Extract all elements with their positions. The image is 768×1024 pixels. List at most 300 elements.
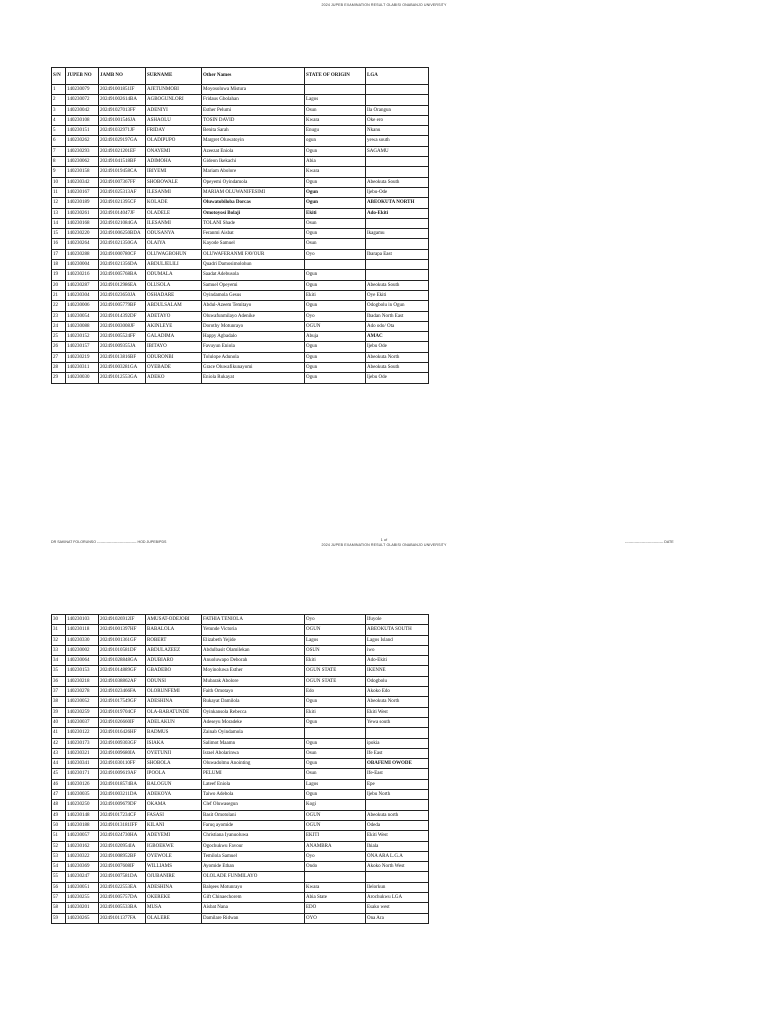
cell-jamb-no: 202491005757DA <box>99 893 146 903</box>
cell-surname: ADETAYO <box>146 311 202 321</box>
cell-sn: 23 <box>52 311 66 321</box>
cell-lga <box>366 218 429 228</box>
cell-jamb-no: 202491001361GF <box>99 635 146 645</box>
cell-sn: 9 <box>52 167 66 177</box>
cell-other-names: Gift Chinaechorem <box>202 893 305 903</box>
cell-jupeb-no: 140230057 <box>66 831 99 841</box>
cell-sn: 18 <box>52 260 66 270</box>
cell-sn: 31 <box>52 625 66 635</box>
cell-lga <box>366 270 429 280</box>
cell-surname: BALOGUN <box>146 779 202 789</box>
cell-surname: ROBERT <box>146 635 202 645</box>
cell-lga: Abeokuta North <box>366 697 429 707</box>
cell-sn: 35 <box>52 666 66 676</box>
cell-jamb-no: 202491009680IA <box>99 748 146 758</box>
cell-sn: 54 <box>52 862 66 872</box>
cell-sn: 22 <box>52 301 66 311</box>
cell-jamb-no: 202491026912IF <box>99 615 146 625</box>
cell-sn: 20 <box>52 280 66 290</box>
table-row <box>52 738 429 748</box>
cell-surname: ABDULAZEEZ <box>146 645 202 655</box>
cell-jamb-no: 202491013816BF <box>99 352 146 362</box>
table-row <box>52 893 429 903</box>
cell-other-names: Esther Pelumi <box>202 105 305 115</box>
cell-jamb-no: 202491013181IFF <box>99 820 146 830</box>
cell-state-of-origin: Osun <box>305 218 366 228</box>
cell-state-of-origin: Ekiti <box>305 707 366 717</box>
cell-state-of-origin: Abia State <box>305 893 366 903</box>
cell-state-of-origin: Ogun <box>305 198 366 208</box>
cell-jamb-no: 202491021084GA <box>99 218 146 228</box>
cell-lga: AMAC <box>366 332 429 342</box>
cell-state-of-origin: Edo <box>305 687 366 697</box>
cell-other-names: Omotoyosi Bolaji <box>202 208 305 218</box>
cell-lga: Odogbolu <box>366 676 429 686</box>
cell-state-of-origin: Ogun <box>305 280 366 290</box>
cell-other-names: Elizabeth Yejide <box>202 635 305 645</box>
cell-jupeb-no: 140230342 <box>66 177 99 187</box>
cell-jupeb-no: 140230162 <box>66 841 99 851</box>
cell-state-of-origin: Ogun <box>305 146 366 156</box>
table-row <box>52 697 429 707</box>
cell-jupeb-no: 140230261 <box>66 208 99 218</box>
cell-other-names: Mariam Abolore <box>202 167 305 177</box>
cell-jupeb-no: 140230158 <box>66 167 99 177</box>
cell-jamb-no: 202491038862AF <box>99 676 146 686</box>
cell-surname: OLUWAGBOHUN <box>146 249 202 259</box>
cell-surname: ABDULJELILI <box>146 260 202 270</box>
cell-other-names: Grace Oluwafikunayomi <box>202 363 305 373</box>
table-row <box>52 157 429 167</box>
cell-lga: Ado-Ekiti <box>366 208 429 218</box>
cell-jupeb-no: 140230030 <box>66 373 99 383</box>
cell-surname: ADUBIARO <box>146 656 202 666</box>
cell-lga: Akoko Edo <box>366 687 429 697</box>
cell-other-names: TOLANI Shade <box>202 218 305 228</box>
cell-sn: 25 <box>52 332 66 342</box>
cell-jamb-no: 202491025313AF <box>99 187 146 197</box>
cell-state-of-origin: Abia <box>305 157 366 167</box>
cell-other-names: Eniola Rukayat <box>202 373 305 383</box>
cell-lga <box>366 800 429 810</box>
cell-state-of-origin: Ogun <box>305 352 366 362</box>
cell-other-names: Oyindamola Gesus <box>202 290 305 300</box>
cell-sn: 39 <box>52 707 66 717</box>
cell-state-of-origin: Ogun <box>305 697 366 707</box>
cell-state-of-origin: OGUN <box>305 810 366 820</box>
table-row <box>52 260 429 270</box>
cell-jupeb-no: 140230255 <box>66 893 99 903</box>
cell-surname: OYETUNJI <box>146 748 202 758</box>
cell-lga: Odeda <box>366 820 429 830</box>
cell-state-of-origin: ogun <box>305 136 366 146</box>
cell-state-of-origin: Lagos <box>305 779 366 789</box>
cell-jamb-no: 202491005524FF <box>99 332 146 342</box>
cell-jupeb-no: 140230250 <box>66 800 99 810</box>
cell-jamb-no: 202491023650JA <box>99 290 146 300</box>
footer-date: -------------------------------- DATE <box>625 540 674 544</box>
cell-surname: FRIDAY <box>146 126 202 136</box>
cell-other-names: Moyinoluwa Esther <box>202 666 305 676</box>
cell-state-of-origin: Lagos <box>305 635 366 645</box>
cell-sn: 43 <box>52 748 66 758</box>
cell-sn: 4 <box>52 115 66 125</box>
cell-surname: WILLIAMS <box>146 862 202 872</box>
cell-lga: Ila Orangun <box>366 105 429 115</box>
cell-other-names: Adeseyu Moradeke <box>202 717 305 727</box>
cell-jamb-no: 202491017234CF <box>99 810 146 820</box>
table-row <box>52 800 429 810</box>
cell-jupeb-no: 140230122 <box>66 728 99 738</box>
cell-sn: 14 <box>52 218 66 228</box>
cell-jamb-no: 202491009679DF <box>99 800 146 810</box>
cell-jupeb-no: 140230168 <box>66 218 99 228</box>
table-row <box>52 666 429 676</box>
cell-jamb-no: 202491014047JF <box>99 208 146 218</box>
cell-surname: ILESANMI <box>146 218 202 228</box>
cell-surname: OLUSOLA <box>146 280 202 290</box>
table-row <box>52 717 429 727</box>
cell-lga: Ifuyole <box>366 615 429 625</box>
cell-lga <box>366 85 429 95</box>
table-row <box>52 687 429 697</box>
cell-state-of-origin: Ogun <box>305 229 366 239</box>
cell-jamb-no: 202491001397HF <box>99 625 146 635</box>
cell-jamb-no: 202491006250BDA <box>99 229 146 239</box>
cell-surname: KOLADE <box>146 198 202 208</box>
cell-sn: 57 <box>52 893 66 903</box>
cell-state-of-origin: EKITI <box>305 831 366 841</box>
cell-sn: 27 <box>52 352 66 362</box>
cell-lga: Ife East <box>366 748 429 758</box>
cell-surname: ADESHINA <box>146 882 202 892</box>
cell-state-of-origin: Ogun <box>305 342 366 352</box>
cell-jamb-no: 202491009355JA <box>99 342 146 352</box>
cell-other-names: Moyosoluwa Mistura <box>202 85 305 95</box>
cell-other-names: Rukayat Damilola <box>202 697 305 707</box>
cell-lga: Abeokuta North <box>366 352 429 362</box>
table-row <box>52 280 429 290</box>
results-table-page-1 <box>51 67 429 384</box>
cell-lga: Ona Ara <box>366 913 429 923</box>
table-row <box>52 769 429 779</box>
cell-lga: Ekiti West <box>366 831 429 841</box>
cell-other-names: Gideon Ikekachi <box>202 157 305 167</box>
cell-other-names: Quadri Damosimolohun <box>202 260 305 270</box>
cell-jupeb-no: 140230265 <box>66 913 99 923</box>
cell-jamb-no: 202491030110FF <box>99 759 146 769</box>
cell-other-names: Opeyemi Oyindamola <box>202 177 305 187</box>
cell-lga: Ijebu North <box>366 790 429 800</box>
cell-lga <box>366 157 429 167</box>
cell-lga: Ijebu Ode <box>366 342 429 352</box>
cell-state-of-origin: OGUN <box>305 625 366 635</box>
cell-sn: 33 <box>52 645 66 655</box>
table-row <box>52 676 429 686</box>
cell-jupeb-no: 140230264 <box>66 239 99 249</box>
cell-surname: ADEKOYA <box>146 790 202 800</box>
cell-other-names: OLOLADE FUNMILAYO <box>202 872 305 882</box>
cell-surname: ADEKO <box>146 373 202 383</box>
cell-other-names: PELUMI <box>202 769 305 779</box>
cell-other-names: MARIAM OLUWANIFESIMI <box>202 187 305 197</box>
cell-sn: 24 <box>52 321 66 331</box>
cell-state-of-origin: Ogun <box>305 373 366 383</box>
cell-lga: Ekiti West <box>366 707 429 717</box>
cell-state-of-origin: Ondo <box>305 862 366 872</box>
cell-sn: 47 <box>52 790 66 800</box>
cell-sn: 36 <box>52 676 66 686</box>
table-row <box>52 95 429 105</box>
cell-state-of-origin: OSUN <box>305 645 366 655</box>
cell-other-names: Salimot Maamn <box>202 738 305 748</box>
cell-jupeb-no: 140230051 <box>66 882 99 892</box>
column-header-jamb-no: JAMB NO <box>99 68 146 85</box>
cell-jamb-no: 202491014392DF <box>99 311 146 321</box>
cell-jamb-no: 202491005533BA <box>99 903 146 913</box>
cell-lga: Akoko North West <box>366 862 429 872</box>
cell-jupeb-no: 140230151 <box>66 126 99 136</box>
cell-sn: 13 <box>52 208 66 218</box>
cell-jupeb-no: 140230288 <box>66 249 99 259</box>
cell-jamb-no: 202491019458CA <box>99 167 146 177</box>
table-row <box>52 301 429 311</box>
table-row <box>52 759 429 769</box>
cell-other-names: Benita Sarah <box>202 126 305 136</box>
cell-lga: Ijebu-Ode <box>366 187 429 197</box>
table-row <box>52 311 429 321</box>
cell-other-names: Clef Oluwasegun <box>202 800 305 810</box>
table-row <box>52 882 429 892</box>
cell-surname: ADENIYI <box>146 105 202 115</box>
cell-sn: 56 <box>52 882 66 892</box>
cell-other-names: Anuoluwapo Deborah <box>202 656 305 666</box>
cell-sn: 45 <box>52 769 66 779</box>
cell-state-of-origin: Osun <box>305 239 366 249</box>
cell-surname: IBIYEMI <box>146 167 202 177</box>
footer-title: 2024 JUPEB EXAMINATION RESULT OLABISI ONABANJO UNIVERSITY <box>321 543 447 547</box>
cell-jupeb-no: 140230079 <box>66 85 99 95</box>
cell-sn: 58 <box>52 903 66 913</box>
cell-surname: OLALERE <box>146 913 202 923</box>
cell-other-names: FATHIA TENIOLA <box>202 615 305 625</box>
cell-other-names: Ogochukwu Favour <box>202 841 305 851</box>
column-header-state-of-origin: STATE OF ORIGIN <box>305 68 366 85</box>
cell-other-names: Saadat Adebusola <box>202 270 305 280</box>
cell-state-of-origin: OGUN <box>305 820 366 830</box>
cell-state-of-origin: OGUN STATE <box>305 666 366 676</box>
cell-sn: 59 <box>52 913 66 923</box>
table-row <box>52 645 429 655</box>
cell-lga: Ibarapa East <box>366 249 429 259</box>
cell-other-names: Yetunde Victoria <box>202 625 305 635</box>
cell-state-of-origin: Ogun <box>305 738 366 748</box>
table-row <box>52 85 429 95</box>
cell-other-names: Israel Abolarinwa <box>202 748 305 758</box>
cell-jupeb-no: 140230035 <box>66 790 99 800</box>
cell-state-of-origin: Kwara <box>305 167 366 177</box>
cell-lga <box>366 872 429 882</box>
cell-lga: Ado odo/ Ota <box>366 321 429 331</box>
cell-jamb-no: 202491023466FA <box>99 687 146 697</box>
cell-state-of-origin: Ogun <box>305 301 366 311</box>
cell-jupeb-no: 140230171 <box>66 769 99 779</box>
cell-state-of-origin: Enugu <box>305 126 366 136</box>
cell-jamb-no: 202491014889GF <box>99 666 146 676</box>
cell-jupeb-no: 140230341 <box>66 759 99 769</box>
table-row <box>52 270 429 280</box>
cell-surname: MUSA <box>146 903 202 913</box>
cell-jamb-no: 202491032971JF <box>99 126 146 136</box>
cell-jamb-no: 202491009303GF <box>99 738 146 748</box>
cell-sn: 8 <box>52 157 66 167</box>
cell-jamb-no: 202491005779BF <box>99 301 146 311</box>
cell-jupeb-no: 140230157 <box>66 342 99 352</box>
cell-jamb-no: 202491005768BA <box>99 270 146 280</box>
cell-sn: 2 <box>52 95 66 105</box>
table-row <box>52 862 429 872</box>
cell-other-names: Azeezat Eniola <box>202 146 305 156</box>
cell-state-of-origin: EDO <box>305 903 366 913</box>
cell-other-names: Lateef Eniola <box>202 779 305 789</box>
cell-jamb-no: 202491003008JF <box>99 321 146 331</box>
cell-state-of-origin: Ogun <box>305 177 366 187</box>
cell-jamb-no: 202491020954IA <box>99 841 146 851</box>
cell-jupeb-no: 140230072 <box>66 95 99 105</box>
cell-sn: 19 <box>52 270 66 280</box>
cell-lga: Ado-Ekiti <box>366 656 429 666</box>
cell-jupeb-no: 140230167 <box>66 187 99 197</box>
cell-lga: ABEOKUTA NORTH <box>366 198 429 208</box>
cell-lga: Esako west <box>366 903 429 913</box>
cell-surname: FASASI <box>146 810 202 820</box>
cell-lga: Ilelorkun <box>366 882 429 892</box>
cell-jupeb-no: 140230369 <box>66 862 99 872</box>
cell-sn: 10 <box>52 177 66 187</box>
cell-sn: 48 <box>52 800 66 810</box>
cell-state-of-origin: Ekiti <box>305 656 366 666</box>
table-row <box>52 105 429 115</box>
table-row <box>52 177 429 187</box>
cell-surname: IPOOLA <box>146 769 202 779</box>
cell-jupeb-no: 140230126 <box>66 779 99 789</box>
cell-jamb-no: 202491021350GA <box>99 239 146 249</box>
cell-surname: AKINLEYE <box>146 321 202 331</box>
footer-signature: DR SAKINAT FOLORUNSO --------------------------------- HOD JUPEB/PDS <box>51 540 167 544</box>
cell-surname: ODURONBI <box>146 352 202 362</box>
table-row <box>52 820 429 830</box>
cell-lga: SAGAMU <box>366 146 429 156</box>
cell-other-names: Mubarak Abolore <box>202 676 305 686</box>
cell-sn: 53 <box>52 851 66 861</box>
cell-surname: OSHADARE <box>146 290 202 300</box>
cell-surname: OKEREKE <box>146 893 202 903</box>
cell-lga: Ijebu Ode <box>366 373 429 383</box>
cell-lga: ABEOKUTA SOUTH <box>366 625 429 635</box>
cell-jupeb-no: 140230293 <box>66 146 99 156</box>
table-row <box>52 728 429 738</box>
cell-jupeb-no: 140230002 <box>66 645 99 655</box>
cell-other-names: Favuyun Eniola <box>202 342 305 352</box>
cell-state-of-origin: Ogun <box>305 187 366 197</box>
table-row <box>52 625 429 635</box>
table-row <box>52 635 429 645</box>
cell-sn: 26 <box>52 342 66 352</box>
cell-other-names: Temilola Samuel <box>202 851 305 861</box>
cell-surname: IBITAYO <box>146 342 202 352</box>
cell-sn: 15 <box>52 229 66 239</box>
cell-sn: 11 <box>52 187 66 197</box>
cell-jupeb-no: 140230304 <box>66 290 99 300</box>
cell-lga: Abeokuta South <box>366 177 429 187</box>
cell-jupeb-no: 140230042 <box>66 105 99 115</box>
cell-lga: yewa south <box>366 136 429 146</box>
cell-other-names: Aisbat Nana <box>202 903 305 913</box>
cell-sn: 50 <box>52 820 66 830</box>
cell-surname: BABALOLA <box>146 625 202 635</box>
cell-lga: Epe <box>366 779 429 789</box>
cell-lga: OBAFEMI OWODE <box>366 759 429 769</box>
cell-lga: Oke ero <box>366 115 429 125</box>
cell-jupeb-no: 140230088 <box>66 321 99 331</box>
cell-surname: IGBOEKWE <box>146 841 202 851</box>
cell-jupeb-no: 140230201 <box>66 903 99 913</box>
table-row <box>52 615 429 625</box>
cell-jupeb-no: 140230220 <box>66 229 99 239</box>
cell-other-names: Margret Oluwatoyin <box>202 136 305 146</box>
cell-state-of-origin <box>305 85 366 95</box>
cell-other-names: Balqees Motunrayo <box>202 882 305 892</box>
cell-jupeb-no: 140230054 <box>66 311 99 321</box>
cell-surname: SHOBOWALE <box>146 177 202 187</box>
table-row <box>52 290 429 300</box>
cell-surname: ODUNSI <box>146 676 202 686</box>
cell-lga: Ikagamu <box>366 229 429 239</box>
cell-sn: 16 <box>52 239 66 249</box>
cell-jupeb-no: 140230062 <box>66 157 99 167</box>
cell-jupeb-no: 140230188 <box>66 820 99 830</box>
cell-state-of-origin: Oyo <box>305 851 366 861</box>
cell-sn: 51 <box>52 831 66 841</box>
table-row <box>52 115 429 125</box>
cell-other-names: OLUWAFERANMI FAVOUR <box>202 249 305 259</box>
table-row <box>52 656 429 666</box>
cell-jupeb-no: 140230247 <box>66 872 99 882</box>
column-header-other-names: Other Names <box>202 68 305 85</box>
cell-jupeb-no: 140230004 <box>66 260 99 270</box>
cell-jupeb-no: 140230103 <box>66 615 99 625</box>
cell-jamb-no: 202491029197GA <box>99 136 146 146</box>
cell-state-of-origin: Ogun <box>305 363 366 373</box>
cell-sn: 38 <box>52 697 66 707</box>
cell-sn: 52 <box>52 841 66 851</box>
cell-lga: Ife-East <box>366 769 429 779</box>
results-table-page-2 <box>51 614 429 924</box>
cell-jupeb-no: 140230153 <box>66 666 99 676</box>
table-row <box>52 239 429 249</box>
cell-other-names: Happy Agbadalo <box>202 332 305 342</box>
cell-other-names: Oyinkansola Rebecca <box>202 707 305 717</box>
table-row <box>52 363 429 373</box>
cell-jamb-no: 202491007367FF <box>99 177 146 187</box>
cell-state-of-origin: Kogi <box>305 800 366 810</box>
table-row <box>52 136 429 146</box>
cell-other-names: Faruq ayomide <box>202 820 305 830</box>
cell-jamb-no: 202491003211DA <box>99 790 146 800</box>
cell-sn: 40 <box>52 717 66 727</box>
cell-jamb-no: 202491021356DA <box>99 260 146 270</box>
cell-state-of-origin: OGUN STATE <box>305 676 366 686</box>
